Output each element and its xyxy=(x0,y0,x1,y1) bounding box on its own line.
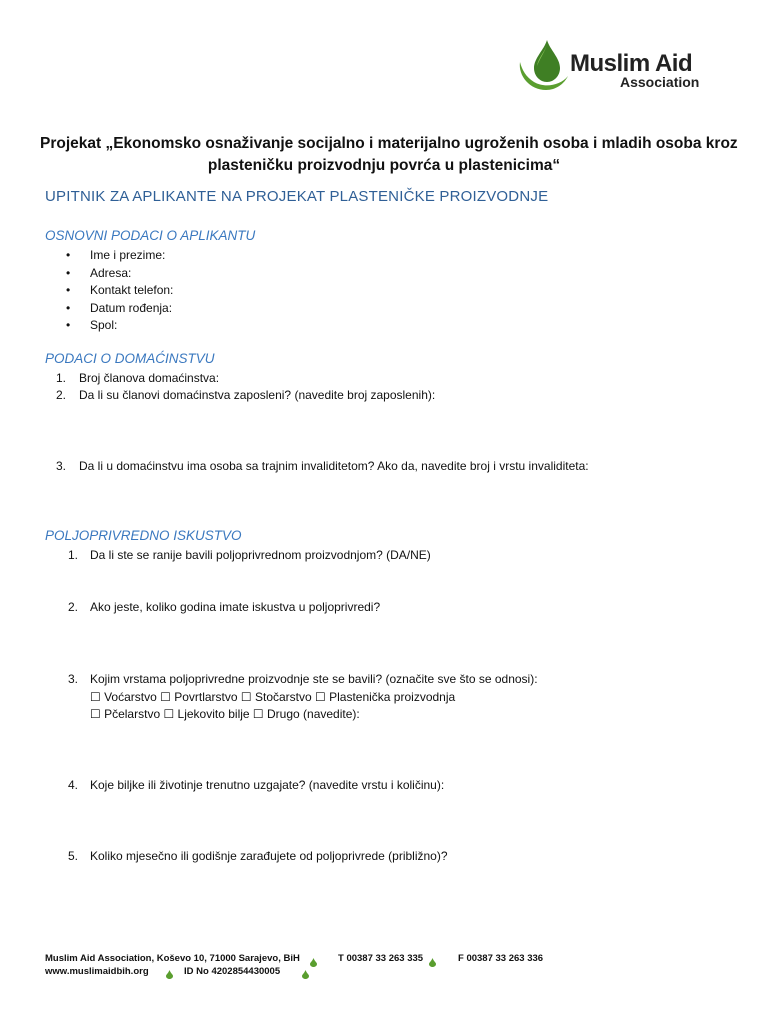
section-heading-basic: OSNOVNI PODACI O APLIKANTU xyxy=(45,228,256,243)
questionnaire-heading: UPITNIK ZA APLIKANTE NA PROJEKAT PLASTENIČKE PROIZVODNJE xyxy=(45,188,549,205)
project-title-line-2: plasteničku proizvodnju povrća u plastenicima“ xyxy=(207,157,561,174)
list-item-gender: • Spol: xyxy=(66,317,173,335)
question-text: Da li ste se ranije bavili poljoprivrednom proizvodnjom? (DA/NE) xyxy=(90,548,431,562)
checkbox-options-line-1[interactable]: ☐ Voćarstvo ☐ Povrtlarstvo ☐ Stočarstvo ☐ Plastenička proizvodnja xyxy=(90,689,456,704)
project-title-line-1: Projekat „Ekonomsko osnaživanje socijalno i materijalno ugroženih osoba i mladih osoba kroz xyxy=(40,135,738,152)
question-number: 2. xyxy=(56,388,67,402)
question-number: 1. xyxy=(56,371,67,385)
section-heading-household: PODACI O DOMAĆINSTVU xyxy=(45,351,215,366)
question-text: Koliko mjesečno ili godišnje zarađujete od poljoprivrede (približno)? xyxy=(90,849,448,863)
logo-name: Muslim Aid xyxy=(570,50,693,77)
footer-address: Muslim Aid Association, Koševo 10, 71000 Sarajevo, BiH xyxy=(45,953,300,964)
list-item-phone: • Kontakt telefon: xyxy=(66,282,173,300)
question-number: 4. xyxy=(68,778,79,792)
green-drop-icon xyxy=(302,970,309,979)
question-number: 3. xyxy=(56,459,67,473)
muslim-aid-logo xyxy=(514,36,704,96)
footer-phone: T 00387 33 263 335 xyxy=(338,953,424,964)
water-drop-logo-icon xyxy=(514,36,574,96)
list-item-address: • Adresa: xyxy=(66,265,173,283)
green-drop-icon xyxy=(166,970,173,979)
checkbox-options-line-2[interactable]: ☐ Pčelarstvo ☐ Ljekovito bilje ☐ Drugo (navedite): xyxy=(90,707,360,721)
question-text: Koje biljke ili životinje trenutno uzgajate? (navedite vrstu i količinu): xyxy=(90,778,445,792)
question-text: Ako jeste, koliko godina imate iskustva u poljoprivredi? xyxy=(90,600,381,614)
footer-id: ID No 4202854430005 xyxy=(184,966,281,977)
green-drop-icon xyxy=(310,958,317,967)
question-text: Da li u domaćinstvu ima osoba sa trajnim invaliditetom? Ako da, navedite broj i vrstu invaliditeta: xyxy=(79,459,589,473)
list-item-name: • Ime i prezime: xyxy=(66,247,173,265)
footer-fax: F 00387 33 263 336 xyxy=(458,953,544,964)
question-text: Da li su članovi domaćinstva zaposleni? (navedite broj zaposlenih): xyxy=(79,388,436,402)
question-text: Broj članova domaćinstva: xyxy=(79,371,220,385)
question-number: 2. xyxy=(68,600,79,614)
question-number: 3. xyxy=(68,672,79,686)
section-heading-agriculture: POLJOPRIVREDNO ISKUSTVO xyxy=(45,528,242,543)
question-number: 1. xyxy=(68,548,79,562)
project-title xyxy=(40,133,738,177)
question-text: Kojim vrstama poljoprivredne proizvodnje ste se bavili? (označite sve što se odnosi): xyxy=(90,672,538,686)
question-number: 5. xyxy=(68,849,79,863)
basic-info-list xyxy=(66,247,173,335)
logo-subtitle: Association xyxy=(620,74,700,90)
list-item-birthdate: • Datum rođenja: xyxy=(66,300,173,318)
green-drop-icon xyxy=(429,958,436,967)
footer-website[interactable]: www.muslimaidbih.org xyxy=(45,966,149,977)
